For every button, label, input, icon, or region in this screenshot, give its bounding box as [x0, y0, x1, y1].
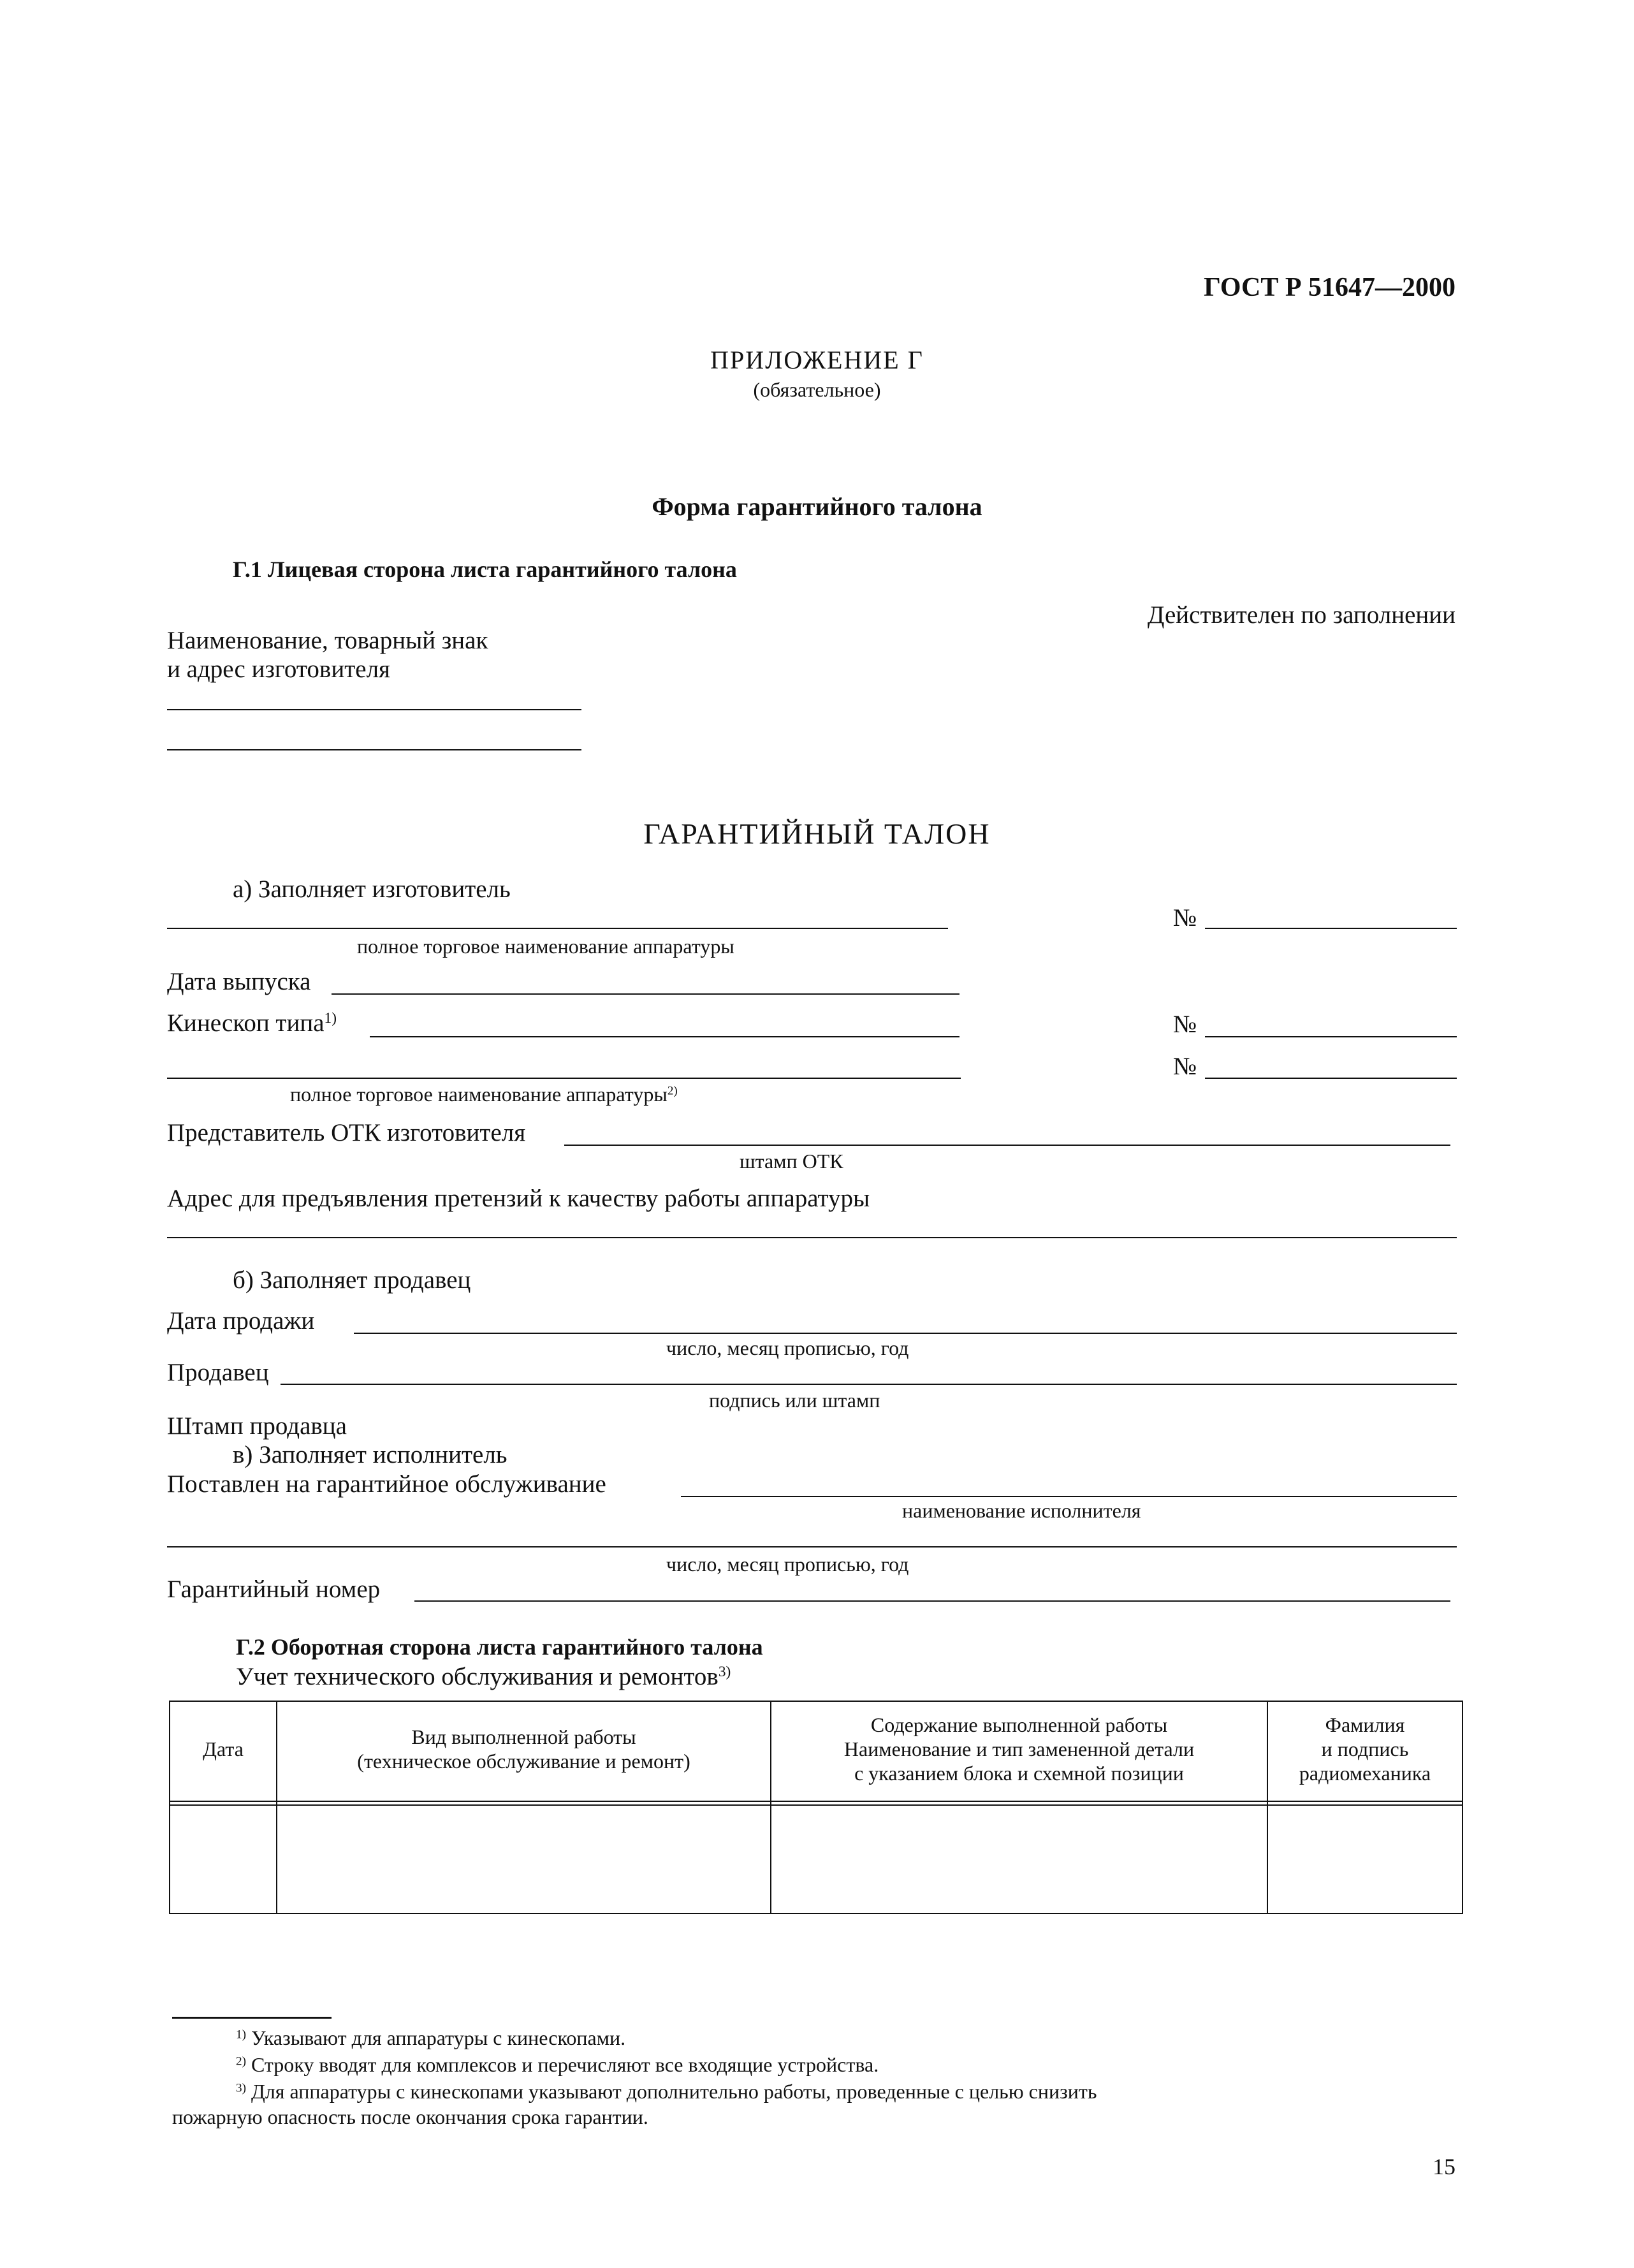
warranty-number-label: Гарантийный номер	[167, 1576, 381, 1603]
table-col-border-4	[1462, 1701, 1463, 1914]
manufacturer-line-2[interactable]	[167, 749, 581, 750]
product-name-line[interactable]	[167, 928, 948, 929]
standard-number: ГОСТ Р 51647—2000	[1204, 273, 1455, 302]
claims-address-line[interactable]	[167, 1237, 1457, 1238]
manufacturer-line-1[interactable]	[167, 709, 581, 710]
appendix-subtitle: (обязательное)	[753, 378, 881, 401]
otk-stamp-caption: штамп ОТК	[740, 1150, 843, 1173]
page-number: 15	[1433, 2154, 1455, 2179]
sale-date-label: Дата продажи	[167, 1307, 315, 1335]
form-title: Форма гарантийного талона	[652, 492, 982, 521]
executor-line-2[interactable]	[167, 1546, 1457, 1547]
manufacturer-label-2: и адрес изготовителя	[167, 655, 390, 683]
otk-representative-line[interactable]	[564, 1145, 1450, 1146]
seller-stamp-label: Штамп продавца	[167, 1412, 347, 1440]
table-header-divider	[169, 1801, 1463, 1802]
part-b-title: б) Заполняет продавец	[233, 1266, 471, 1294]
kinescope-line[interactable]	[370, 1036, 959, 1037]
product-name-caption-2: полное торговое наименование аппаратуры$^{2)}$	[290, 1083, 678, 1106]
product-name-caption: полное торговое наименование аппаратуры	[357, 935, 734, 958]
table-row[interactable]	[170, 1806, 1462, 1913]
sale-date-line[interactable]	[354, 1333, 1457, 1334]
seller-caption: подпись или штамп	[709, 1389, 880, 1412]
footnote-ref-1: 1)	[324, 1010, 337, 1027]
footnote-ref-3: 3)	[718, 1664, 731, 1681]
footnote-separator	[172, 2017, 332, 2019]
number-sign-2: №	[1173, 1011, 1197, 1038]
number-line-1[interactable]	[1205, 928, 1457, 929]
section2-heading: Г.2 Оборотная сторона листа гарантийного талона	[236, 1634, 763, 1660]
footnote-1: $^{1)}$ Указывают для аппаратуры с кинескопами.	[236, 2026, 626, 2049]
footnote-ref-2: 2)	[667, 1084, 678, 1098]
warranty-number-line[interactable]	[414, 1600, 1450, 1602]
seller-line[interactable]	[281, 1384, 1457, 1385]
table-border-bottom	[169, 1913, 1463, 1914]
number-sign-1: №	[1173, 904, 1197, 932]
otk-representative-label: Представитель ОТК изготовителя	[167, 1119, 526, 1146]
number-line-3[interactable]	[1205, 1078, 1457, 1079]
executor-caption: наименование исполнителя	[902, 1499, 1141, 1522]
release-date-label: Дата выпуска	[167, 968, 311, 995]
table-header-mechanic: Фамилия и подпись радиомеханика	[1299, 1713, 1431, 1785]
footnote-2: $^{2)}$ Строку вводят для комплексов и перечисляют все входящие устройства.	[236, 2053, 879, 2076]
table-header-work-type: Вид выполненной работы (техническое обслуживание и ремонт)	[357, 1725, 690, 1773]
footnote-3: $^{3)}$ Для аппаратуры с кинескопами указывают дополнительно работы, проведенные с целью снизить	[236, 2080, 1097, 2103]
number-sign-3: №	[1173, 1053, 1197, 1080]
appendix-title: ПРИЛОЖЕНИЕ Г	[710, 346, 924, 374]
sale-date-caption: число, месяц прописью, год	[666, 1336, 909, 1359]
coupon-title: ГАРАНТИЙНЫЙ ТАЛОН	[643, 817, 991, 850]
registration-date-caption: число, месяц прописью, год	[666, 1553, 909, 1576]
release-date-line[interactable]	[332, 993, 959, 995]
table-header-work-content: Содержание выполненной работы Наименование и тип замененной детали с указанием блока и схемной позиции	[843, 1713, 1195, 1785]
claims-address-label: Адрес для предъявления претензий к качеству работы аппаратуры	[167, 1185, 870, 1212]
service-registration-line[interactable]	[681, 1496, 1457, 1497]
product-name-line-2[interactable]	[167, 1078, 961, 1079]
part-a-title: а) Заполняет изготовитель	[233, 875, 511, 903]
seller-label: Продавец	[167, 1359, 269, 1386]
valid-note: Действителен по заполнении	[1147, 601, 1455, 629]
table-header-date: Дата	[203, 1738, 244, 1760]
number-line-2[interactable]	[1205, 1036, 1457, 1037]
part-c-title: в) Заполняет исполнитель	[233, 1441, 507, 1468]
section2-subheading: Учет технического обслуживания и ремонтов$^{3)}$	[236, 1663, 731, 1690]
manufacturer-label: Наименование, товарный знак	[167, 627, 488, 654]
service-registration-label: Поставлен на гарантийное обслуживание	[167, 1470, 606, 1498]
footnote-3-continuation: пожарную опасность после окончания срока гарантии.	[172, 2105, 648, 2128]
kinescope-label: Кинескоп типа$^{1)}$	[167, 1009, 337, 1037]
table-border-top	[169, 1701, 1463, 1702]
section1-heading: Г.1 Лицевая сторона листа гарантийного талона	[233, 557, 737, 582]
